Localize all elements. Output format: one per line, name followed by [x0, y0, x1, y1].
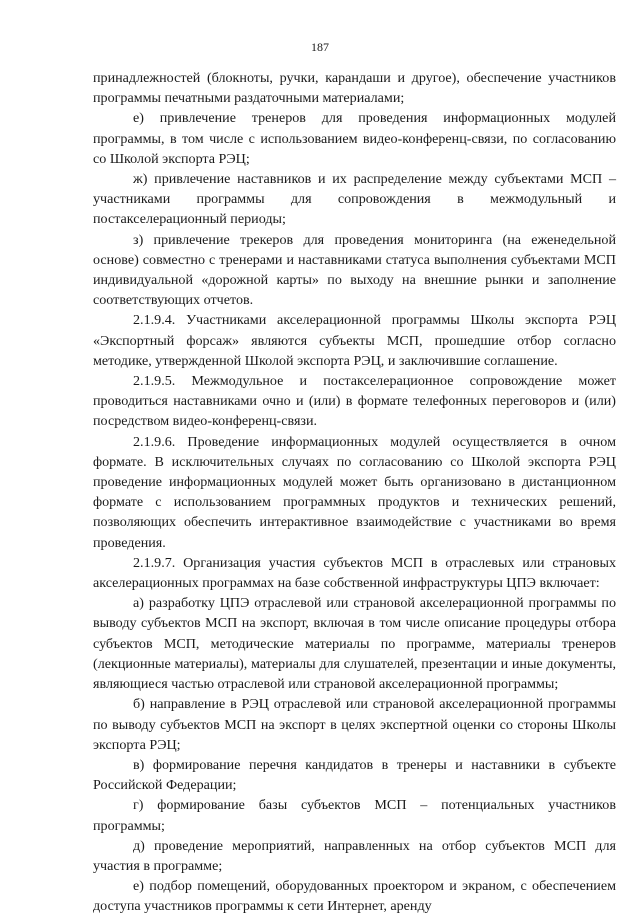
paragraph: з) привлечение трекеров для проведения мониторинга (на еженедельной основе) совместно с тренерами и наставниками статуса выполнения субъектами МСП индивидуальной «дорожной карты» по выходу на внешние рынки и заполнение соответствующих отчетов.: [93, 231, 616, 309]
paragraph: в) формирование перечня кандидатов в тренеры и наставники в субъекте Российской Федерации;: [93, 756, 616, 794]
paragraph: 2.1.9.7. Организация участия субъектов МСП в отраслевых или страновых акселерационных программах на базе собственной инфраструктуры ЦПЭ включает:: [93, 554, 616, 592]
paragraph: д) проведение мероприятий, направленных на отбор субъектов МСП для участия в программе;: [93, 837, 616, 874]
paragraph: ж) привлечение наставников и их распределение между субъектами МСП – участниками программы для сопровождения в межмодульный и постакселерационный периоды;: [93, 171, 616, 228]
paragraph: г) формирование базы субъектов МСП – потенциальных участников программы;: [93, 797, 616, 834]
paragraph: е) подбор помещений, оборудованных проектором и экраном, с обеспечением доступа участников программы к сети Интернет, аренду: [93, 878, 616, 915]
paragraph: 2.1.9.6. Проведение информационных модулей осуществляется в очном формате. В исключительных случаях по согласованию со Школой экспорта РЭЦ проведение информационных модулей может быть организовано в дистанционном формате с использованием программных продуктов и технических решений, позволяющих обеспечить интерактивное взаимодействие с участниками во время проведения.: [93, 433, 616, 551]
paragraph: 2.1.9.5. Межмодульное и постакселерационное сопровождение может проводиться наставниками очно и (или) в формате телефонных переговоров и (или) посредством видео-конференц-связи.: [93, 373, 616, 430]
paragraph: б) направление в РЭЦ отраслевой или страновой акселерационной программы по выводу субъектов МСП на экспорт в целях экспертной оценки со стороны Школы экспорта РЭЦ;: [93, 696, 616, 753]
page-number: 187: [311, 40, 329, 54]
paragraph: е) привлечение тренеров для проведения информационных модулей программы, в том числе с использованием видео-конференц-связи, по согласованию со Школой экспорта РЭЦ;: [93, 110, 616, 167]
paragraph: 2.1.9.4. Участниками акселерационной программы Школы экспорта РЭЦ «Экспортный форсаж» являются субъекты МСП, прошедшие отбор согласно методике, утвержденной Школой экспорта РЭЦ, и заключившие соглашение.: [93, 312, 616, 369]
paragraph: принадлежностей (блокноты, ручки, карандаши и другое), обеспечение участников программы печатными раздаточными материалами;: [93, 70, 616, 107]
paragraph: а) разработку ЦПЭ отраслевой или страновой акселерационной программы по выводу субъектов МСП на экспорт, включая в том числе описание процедуры отбора субъектов МСП, методические материалы по программе, материалы тренеров (лекционные материалы), материалы для слушателей, презентации и иные документы, являющиеся частью отраслевой или страновой акселерационной программы;: [93, 595, 616, 693]
document-body: [93, 68, 616, 917]
